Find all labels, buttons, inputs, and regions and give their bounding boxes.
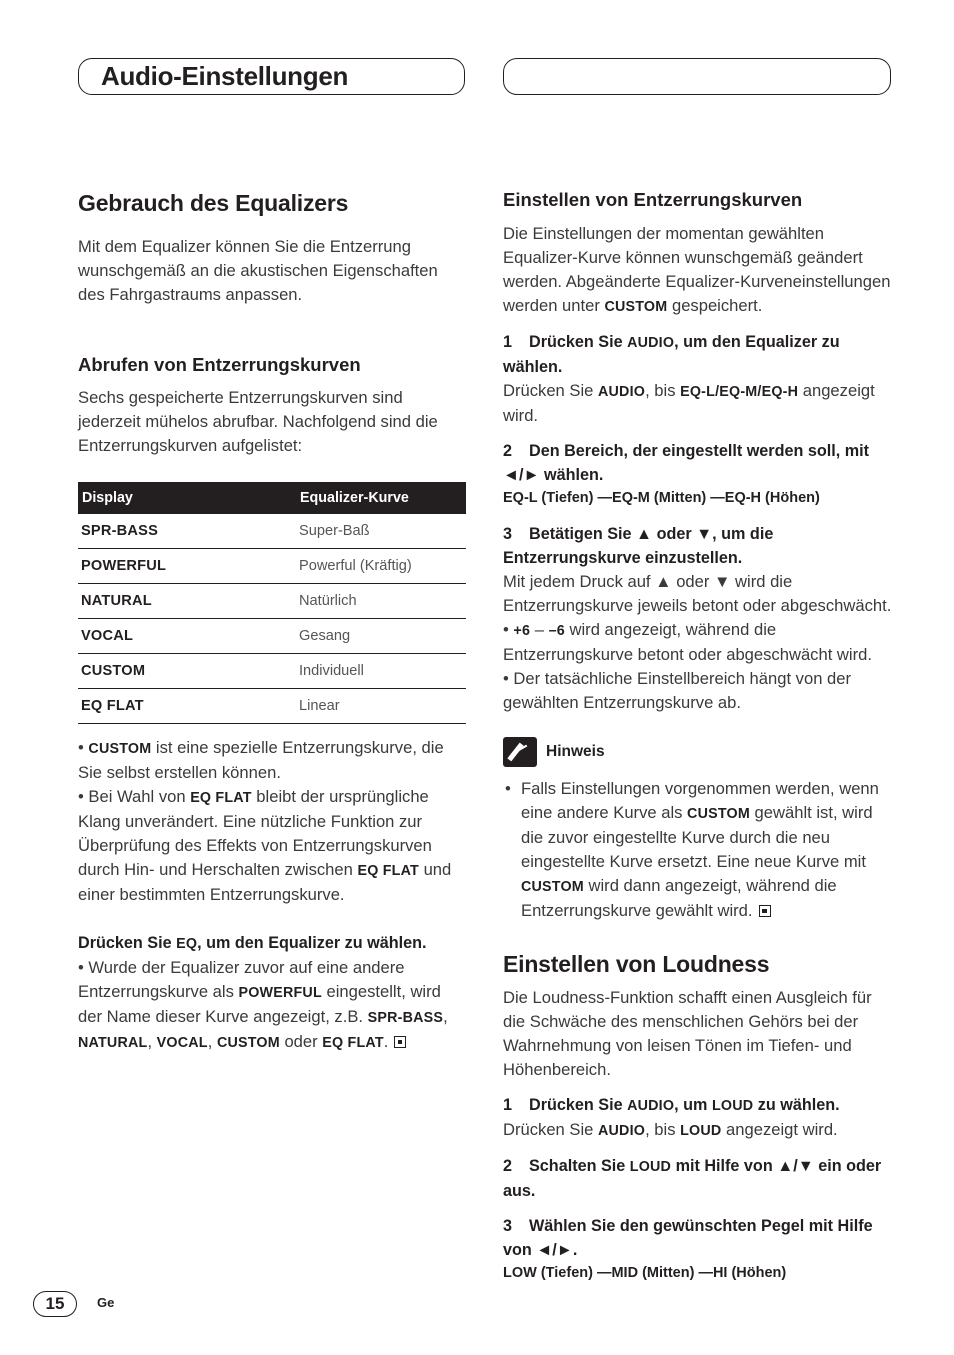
button-code: AUDIO xyxy=(627,335,675,351)
press-eq-instruction xyxy=(78,931,466,956)
note-pencil-icon xyxy=(503,737,537,767)
display-code: LOUD xyxy=(711,1098,754,1114)
separator: , xyxy=(443,1007,448,1026)
display-code: CUSTOM xyxy=(88,741,152,757)
note-text: und einer bestimmten Entzerrungskurve. xyxy=(78,860,452,904)
note-body xyxy=(503,777,893,923)
table-row xyxy=(78,514,466,549)
detail-text: , bis xyxy=(645,1120,681,1139)
equalizer-table xyxy=(78,482,466,724)
table-cell-curve: Linear xyxy=(296,689,466,724)
loudness-step-1-detail xyxy=(503,1118,893,1143)
step-text: Drücken Sie xyxy=(529,333,628,351)
display-code: EQ FLAT xyxy=(322,1035,384,1051)
note-text: ist eine spezielle Entzerrungskurve, die Sie selbst erstellen können. xyxy=(78,738,444,782)
table-cell-curve: Individuell xyxy=(296,654,466,689)
right-column xyxy=(503,188,893,1284)
display-code: –6 xyxy=(548,623,565,639)
display-code: EQ-L xyxy=(680,384,716,400)
display-code: SPR-BASS xyxy=(367,1010,444,1026)
button-code: AUDIO xyxy=(627,1098,675,1114)
button-code: AUDIO xyxy=(598,384,646,400)
step-2-sequence: EQ-L (Tiefen) —EQ-M (Mitten) —EQ-H (Höhen) xyxy=(503,490,820,506)
separator: , xyxy=(147,1032,157,1051)
section-title-equalizer: Gebrauch des Equalizers xyxy=(78,190,349,216)
section-title-loudness: Einstellen von Loudness xyxy=(503,951,770,977)
note-previous-curve xyxy=(78,956,466,1055)
display-code: EQ-H xyxy=(761,384,799,400)
table-cell-curve: Gesang xyxy=(296,619,466,654)
display-code: EQ FLAT xyxy=(357,863,419,879)
note-header xyxy=(503,737,893,767)
table-row xyxy=(78,619,466,654)
detail-text: angezeigt wird. xyxy=(503,381,875,425)
note-text: wird angezeigt, während die Entzerrungskurve betont oder abgeschwächt wird. xyxy=(503,620,872,664)
table-cell-display: VOCAL xyxy=(78,619,296,654)
detail-text: Drücken Sie xyxy=(503,1120,598,1139)
step-text: Drücken Sie xyxy=(529,1096,628,1114)
step-number: 1 xyxy=(503,333,513,351)
table-cell-curve: Natürlich xyxy=(296,584,466,619)
separator: / xyxy=(757,384,762,400)
instruction-text: , um den Equalizer zu wählen. xyxy=(197,934,427,952)
loudness-intro: Die Loudness-Funktion schafft einen Ausgleich für die Schwäche des menschlichen Gehörs bei der Wahrnehmung von leisen Tönen im Tiefen- und Höhenbereich. xyxy=(503,988,872,1079)
note-text: . xyxy=(383,1032,389,1051)
table-row xyxy=(78,689,466,724)
step-text: , um xyxy=(674,1096,712,1114)
subtitle-adjust-curves: Einstellen von Entzerrungskurven xyxy=(503,189,803,210)
step-2 xyxy=(503,439,893,487)
table-header-display: Display xyxy=(78,482,296,514)
note-text: • Bei Wahl von xyxy=(78,787,191,806)
step-number: 2 xyxy=(503,1157,513,1175)
table-header-curve: Equalizer-Kurve xyxy=(296,482,466,514)
step-text: Betätigen Sie ▲ oder ▼, um die Entzerrungskurve einzustellen. xyxy=(503,525,774,567)
note-text: eingestellt, wird der Name dieser Kurve angezeigt, z.B. xyxy=(78,982,441,1026)
note-eq-flat xyxy=(78,785,466,907)
display-code: CUSTOM xyxy=(604,299,668,315)
button-code: AUDIO xyxy=(598,1123,646,1139)
table-cell-display: NATURAL xyxy=(78,584,296,619)
table-row xyxy=(78,549,466,584)
page-number: 15 xyxy=(33,1291,77,1317)
display-code: VOCAL xyxy=(156,1035,208,1051)
note-text-part: Falls Einstellungen vorgenommen werden, wenn eine andere Kurve als xyxy=(521,779,879,822)
language-code: Ge xyxy=(97,1295,115,1310)
table-cell-display: SPR-BASS xyxy=(78,514,296,549)
header-title-box xyxy=(78,58,465,95)
step-text: zu wählen. xyxy=(753,1096,840,1114)
loudness-step-3-sequence: LOW (Tiefen) —MID (Mitten) —HI (Höhen) xyxy=(503,1265,787,1281)
step-number: 2 xyxy=(503,442,513,460)
table-cell-display: POWERFUL xyxy=(78,549,296,584)
note-text: oder xyxy=(279,1032,323,1051)
table-cell-curve: Powerful (Kräftig) xyxy=(296,549,466,584)
display-code: NATURAL xyxy=(78,1035,148,1051)
detail-text: angezeigt wird. xyxy=(721,1120,838,1139)
note-label: Hinweis xyxy=(546,743,605,760)
step-text: mit Hilfe von ▲/▼ ein oder aus. xyxy=(503,1157,882,1200)
display-code: EQ-M xyxy=(719,384,758,400)
note-text-part: gewählt ist, wird die zuvor eingestellte Kurve durch die neu eingestellte Kurve ersetzt. Eine neue Kurve mit xyxy=(521,803,873,871)
note-text: – xyxy=(530,620,549,639)
recall-curves-text: Sechs gespeicherte Entzerrungskurven sind jederzeit mühelos abrufbar. Nachfolgend sind die Entzerrungskurven aufgelistet: xyxy=(78,388,438,455)
intro-text: gespeichert. xyxy=(667,296,763,315)
separator: / xyxy=(715,384,720,400)
step-1-detail xyxy=(503,379,893,428)
display-code: POWERFUL xyxy=(238,985,322,1001)
step-1 xyxy=(503,330,893,379)
table-header-row xyxy=(78,482,466,514)
note-text xyxy=(521,777,893,923)
step-3-note-range xyxy=(503,618,893,667)
bullet: • xyxy=(505,779,511,798)
note-custom xyxy=(78,736,466,785)
table-cell-display: CUSTOM xyxy=(78,654,296,689)
step-text: , um den Equalizer zu wählen. xyxy=(503,333,840,376)
table-row xyxy=(78,654,466,689)
left-column xyxy=(78,188,466,1055)
display-code: EQ FLAT xyxy=(190,790,252,806)
end-mark-icon xyxy=(759,905,771,917)
step-3-note-actual-range: • Der tatsächliche Einstellbereich hängt von der gewählten Entzerrungskurve ab. xyxy=(503,669,852,712)
display-code: LOUD xyxy=(680,1123,722,1139)
note-text: • Wurde der Equalizer zuvor auf eine andere Entzerrungskurve als xyxy=(78,958,405,1001)
step-number: 3 xyxy=(503,1217,513,1235)
step-3-detail: Mit jedem Druck auf ▲ oder ▼ wird die Entzerrungskurve jeweils betont oder abgeschwächt. xyxy=(503,572,892,615)
instruction-text: Drücken Sie xyxy=(78,934,177,952)
equalizer-intro: Mit dem Equalizer können Sie die Entzerrung wunschgemäß an die akustischen Eigenschaften des Fahrgastraums anpassen. xyxy=(78,237,438,304)
display-code: LOUD xyxy=(629,1159,672,1175)
loudness-step-3 xyxy=(503,1214,893,1262)
detail-text: Drücken Sie xyxy=(503,381,598,400)
page-title: Audio-Einstellungen xyxy=(101,61,349,91)
display-code: +6 xyxy=(513,623,531,639)
table-cell-display: EQ FLAT xyxy=(78,689,296,724)
adjust-curves-intro xyxy=(503,222,893,319)
table-row xyxy=(78,584,466,619)
loudness-step-1 xyxy=(503,1093,893,1118)
display-code: CUSTOM xyxy=(216,1035,280,1051)
note-text: bleibt der ursprüngliche Klang unverändert. Eine nützliche Funktion zur Überprüfung des Effekts von Entzerrungskurven durch Hin- und Herschalten zwischen xyxy=(78,787,432,879)
step-3 xyxy=(503,522,893,570)
detail-text: , bis xyxy=(645,381,681,400)
step-text: Den Bereich, der eingestellt werden soll, mit ◄/► wählen. xyxy=(503,442,870,484)
step-text: Wählen Sie den gewünschten Pegel mit Hilfe von ◄/►. xyxy=(503,1217,873,1259)
bullet: • xyxy=(78,738,89,757)
subtitle-recall-curves: Abrufen von Entzerrungskurven xyxy=(78,354,361,375)
step-text: Schalten Sie xyxy=(529,1157,630,1175)
note-text-part: wird dann angezeigt, während die Entzerrungskurve gewählt wird. xyxy=(521,876,837,920)
step-number: 1 xyxy=(503,1096,513,1114)
note-text: • xyxy=(503,620,514,639)
separator: , xyxy=(207,1032,217,1051)
header-empty-box xyxy=(503,58,891,95)
loudness-step-2 xyxy=(503,1154,893,1203)
intro-text: Die Einstellungen der momentan gewählten Equalizer-Kurve können wunschgemäß geändert werden. Abgeänderte Equalizer-Kurveneinstellungen werden unter xyxy=(503,224,891,315)
end-mark-icon xyxy=(394,1036,406,1048)
button-code: EQ xyxy=(176,936,198,952)
display-code: CUSTOM xyxy=(687,806,750,822)
display-code: CUSTOM xyxy=(521,879,584,895)
step-number: 3 xyxy=(503,525,513,543)
table-cell-curve: Super-Baß xyxy=(296,514,466,549)
